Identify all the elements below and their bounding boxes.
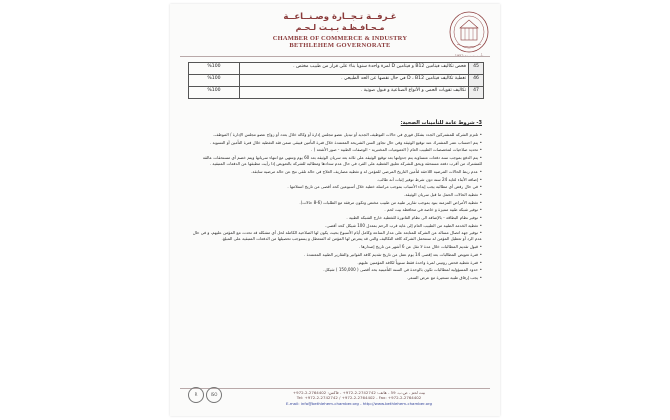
list-item-text: يجب إرفاق طبية تسعيرة مع عرض السعر. (406, 274, 478, 280)
list-item-text: يتم الدفع بموجب سنة دفعات متساوية يتم جدولتها بعد توقيع الوثيقة على ثلاثة بعد سريان الوثيقة بعد 60 يوم وتنتهي مع انتهاء سريانها ويتم خصم أي مستحقات عالقة للمشترك من أقرب دفعة مستحقة ويحق للشركة تعليق التغطية على الفرد في حال عدم سدادها ومطالبه للشركة بالتعويض إذا رأيت مطبقها عن الدفعات المتبقية . (202, 155, 482, 167)
list-item-text: عدم ربط الحالات المرضية اللاحقة لتأمين التاريخ المرضي للمؤمن له و تغطية مصاريف العلاج في حالة تلقي نتج عن حالة مرضية سابقة. (251, 168, 478, 174)
list-item-text: فترة تعويض المطالبات بعد إقصى 14 يوم عمل من تاريخ تقديم كافة الفواتير والتقارير الطبية المعتمدة . (304, 251, 478, 257)
list-item-text: يتم احتساب عمر المشترك عند توقيع الوثيقة وفي حال تجاوز السن الشريحة المعتمدة خلال فترة التأمين فيبقى ضمن فئة التغطية خلال فترة التأمين أو التسوية . (209, 139, 478, 145)
list-item-text: حدود المسؤولية لمطالبات تكون بالوحدة في السنة التأمينية بحد أقصى ( 150,000 ) شيكل. (323, 267, 478, 273)
list-item: •قبول تقديم المطالبات خلال مدة لا تقل عن 6 أشهر من تاريخ إصدارها . (358, 244, 482, 250)
section-heading: 3- شروط عامة للتأمينات الصحية: (400, 120, 482, 126)
list-item-text: تلتزم الشركة للمشتركين الجدد بشكل فوري في حالات التوظيف الجديد أو تبديل عضو مجلس إدارة أو وكالة خلال بعدد أو زواج عضو مجلس الإدارة / الموظف. (213, 132, 478, 137)
coverage-description: فحص تكاليف فيتامين B12 و فيتامين D لمرة واحدة سنويا بناء على قرار من طبيب مختص . (240, 63, 469, 75)
coverage-description: تغطية تكاليف فيتامين D ، B12 في حال نقصها عن الحد الطبيعي . (240, 75, 469, 87)
list-item-text: تغطية الخدمة الطبية من الطبيب العام إلى غاية قرب الرحم بمعدل 100 شيكل كحد أقصى. (325, 222, 478, 228)
governorate-title-arabic: مـحـافـظـة بـيـت لـحـم (295, 23, 385, 32)
list-item-text: قبول تقديم المطالبات خلال مدة لا تقل عن 6 أشهر من تاريخ إصدارها . (358, 244, 478, 250)
footer-links[interactable]: E-mail: info@bethlehem-chamber.org - http://www.bethlehem-chamber.org (286, 400, 432, 406)
footer-address: بيت لحم - ص.ب. 59 - هاتف: 2742742-2-972+ - فاكس: 2764402-2-972+ (292, 390, 426, 395)
list-item: •يتم الدفع بموجب سنة دفعات متساوية يتم جدولتها بعد توقيع الوثيقة على ثلاثة بعد سريان الوثيقة بعد 60 يوم وتنتهي مع انتهاء سريانها ويتم خصم أي مستحقات عالقة للمشترك من أقرب دفعة مستحقة ويحق للشركة تعليق التغطية على الفرد في حال عدم سدادها ومطالبه للشركة بالتعويض إذا رأيت مطبقها عن الدفعات المتبقية . (202, 155, 482, 167)
list-item-text: تحديد صلاحيات لمخصصات الطبيب العام ( العموميات المختبرية - الوصفات الطبية - صور الأشعة ) . (311, 147, 478, 153)
certification-badge: ISO (206, 387, 222, 403)
chamber-logo-icon (448, 10, 490, 54)
table-row (189, 75, 484, 87)
list-item-text: فترة تغطية فحص روتيني لمرة واحدة فقط سنوياً لكافة المؤمنين عليهم. (357, 259, 478, 265)
row-number: 47 (469, 87, 484, 99)
list-item: •تغطية الأمراض المزمنة بنود بموجب تقارير طبية من طبيب مختص وتكون مرفقة مع الطلبات (6-8 حالات). (299, 199, 482, 205)
list-item: •توفير نظام البطاقة - بالإضافة الى نظام الفاتورة للتغطية خارج الشبكة الطبية . (346, 214, 482, 220)
governorate-title-english: BETHLEHEM GOVERNORATE (289, 42, 391, 49)
header-divider (180, 56, 490, 57)
list-item: •يتم احتساب عمر المشترك عند توقيع الوثيقة وفي حال تجاوز السن الشريحة المعتمدة خلال فترة التأمين فيبقى ضمن فئة التغطية خلال فترة التأمين أو التسوية . (209, 139, 482, 145)
list-item: •إضافة الأبناء لغاية 24 سنة دون شرط توفير إثبات أنه طالب. (376, 176, 482, 182)
list-item: •تغطية الحالات الحمل ما قبل سريان الوثيقة. (404, 191, 482, 197)
list-item: •عدم ربط الحالات المرضية اللاحقة لتأمين التاريخ المرضي للمؤمن له و تغطية مصاريف العلاج في حالة تلقي نتج عن حالة مرضية سابقة. (251, 168, 482, 174)
list-item: •فترة تغطية فحص روتيني لمرة واحدة فقط سنوياً لكافة المؤمنين عليهم. (357, 259, 482, 265)
list-item: •في حال رفض أي مطالبة يجب إبداء الأسباب بموجب مراسلة خطية خلال أسبوعين كحد أقصى من تاريخ استلامها . (287, 184, 482, 190)
list-item: •يجب إرفاق طبية تسعيرة مع عرض السعر. (406, 274, 482, 280)
list-item-text: توفير شبكة طبية مميزة و خاصة في محافظة بيت لحم . (384, 207, 478, 213)
coverage-description: تكاليف تقويات الحمى و الأنواع الصناعية و قبول صوتية . (240, 87, 469, 99)
list-item: •تحديد صلاحيات لمخصصات الطبيب العام ( العموميات المختبرية - الوصفات الطبية - صور الأشعة ) . (311, 147, 482, 153)
footer-phone: Tel: +972-2-2742742 / +972-2-2764402 - Fax: +972-2-2764402 (296, 395, 422, 401)
row-number: 45 (469, 63, 484, 75)
list-item-text: توفير نظام البطاقة - بالإضافة الى نظام الفاتورة للتغطية خارج الشبكة الطبية . (346, 214, 478, 220)
row-number: 46 (469, 75, 484, 87)
chamber-title-arabic: غـرفــة تـجــارة وصـنــاعــة (283, 12, 397, 22)
list-item-text: في حال رفض أي مطالبة يجب إبداء الأسباب بموجب مراسلة خطية خلال أسبوعين كحد أقصى من تاريخ استلامها . (287, 184, 478, 190)
coverage-percent: %100 (189, 63, 240, 75)
list-item: •توفير جهة اتصال مسالة عن الشركة للمتابعة على مدار الساعة وكامل أيام الأسبوع بحيث يكون لها الصلاحية الكاملة لحل أي مشكلة قد تحدث مع المؤمن عليهم، و في حال عدم الرد أو تعطيل المؤمن له ستتحمل الشركة كافة التكاليف والتي قد يتعرض لها المؤمن له المتعطل و يستوجب تحصيلها من الدفعات المتبقية على المبلغ. (192, 230, 482, 242)
letterhead (240, 12, 440, 49)
table-row (189, 63, 484, 75)
coverage-percent: %100 (189, 87, 240, 99)
chamber-title-english: CHAMBER OF COMMERCE & INDUSTRY (272, 35, 408, 42)
list-item: •فترة تعويض المطالبات بعد إقصى 14 يوم عمل من تاريخ تقديم كافة الفواتير والتقارير الطبية المعتمدة . (304, 251, 482, 257)
footer-contact (230, 390, 488, 406)
list-item: •تغطية الخدمة الطبية من الطبيب العام إلى غاية قرب الرحم بمعدل 100 شيكل كحد أقصى. (325, 222, 482, 228)
list-item: •تلتزم الشركة للمشتركين الجدد بشكل فوري في حالات التوظيف الجديد أو تبديل عضو مجلس إدارة أو وكالة خلال بعدد أو زواج عضو مجلس الإدارة / الموظف. (213, 132, 482, 137)
list-item: •توفير شبكة طبية مميزة و خاصة في محافظة بيت لحم . (384, 207, 482, 213)
coverage-percent: %100 (189, 75, 240, 87)
list-item-text: إضافة الأبناء لغاية 24 سنة دون شرط توفير إثبات أنه طالب. (376, 176, 478, 182)
list-item-text: تغطية الحالات الحمل ما قبل سريان الوثيقة. (404, 191, 478, 197)
list-item-text: تغطية الأمراض المزمنة بنود بموجب تقارير طبية من طبيب مختص وتكون مرفقة مع الطلبات (6-8 حالات). (299, 199, 478, 205)
coverage-table (188, 62, 484, 99)
document-page (170, 4, 500, 416)
list-item-text: توفير جهة اتصال مسالة عن الشركة للمتابعة على مدار الساعة وكامل أيام الأسبوع بحيث يكون لها الصلاحية الكاملة لحل أي مشكلة قد تحدث مع المؤمن عليهم، و في حال عدم الرد أو تعطيل المؤمن له ستتحمل الشركة كافة التكاليف والتي قد يتعرض لها المؤمن له المتعطل و يستوجب تحصيلها من الدفعات المتبقية على المبلغ. (192, 230, 482, 242)
certification-badge: R (188, 387, 204, 403)
conditions-list (190, 132, 482, 283)
footer-divider (180, 388, 490, 389)
table-row (189, 87, 484, 99)
founded-year-label: تأسست سنة 1952 (454, 54, 484, 58)
list-item: •حدود المسؤولية لمطالبات تكون بالوحدة في السنة التأمينية بحد أقصى ( 150,000 ) شيكل. (323, 267, 482, 273)
